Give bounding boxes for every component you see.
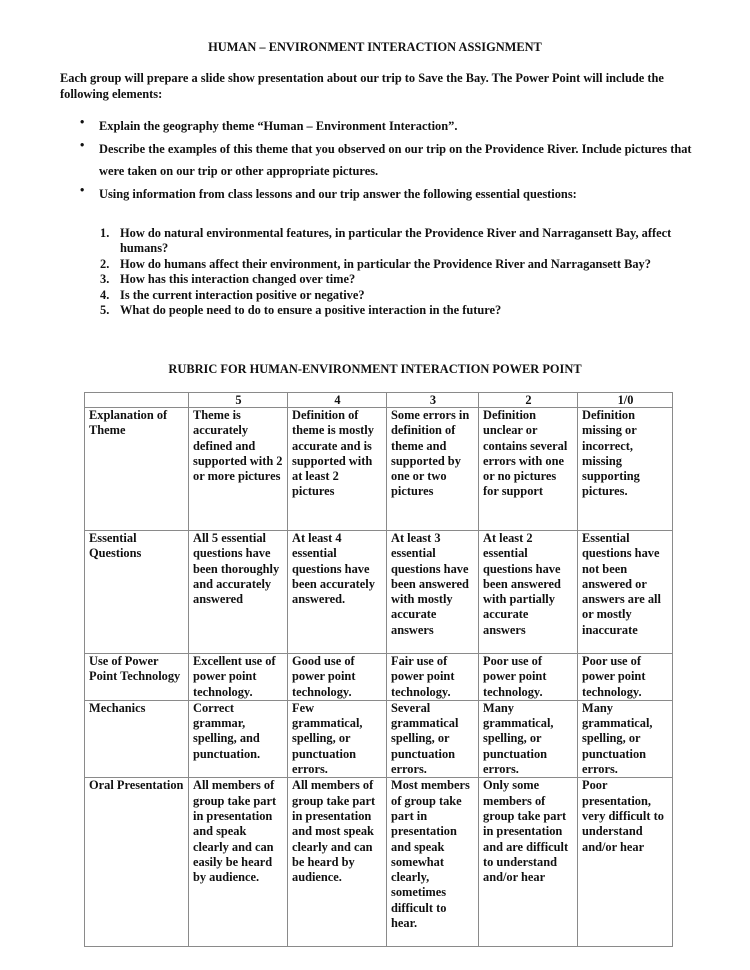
header-score-5: 5 — [189, 393, 288, 408]
rubric-title: RUBRIC FOR HUMAN-ENVIRONMENT INTERACTION POWER POINT — [168, 362, 582, 376]
question-number: 5. — [100, 303, 110, 318]
rubric-cell: Good use of power point technology. — [288, 654, 387, 701]
rubric-cell: At least 2 essential questions have been answered with partially accurate answers — [479, 531, 578, 654]
bullet-icon: • — [80, 115, 85, 129]
rubric-cell: All 5 essential questions have been thoroughly and accurately answered — [189, 531, 288, 654]
question-item — [100, 288, 720, 303]
question-text: How has this interaction changed over time? — [120, 272, 356, 287]
rubric-cell: All members of group take part in presentation and speak clearly and can easily be heard by audience. — [189, 778, 288, 947]
rubric-cell: Some errors in definition of theme and supported by one or two pictures — [387, 408, 479, 531]
question-text: Is the current interaction positive or negative? — [120, 287, 365, 302]
bullet-icon: • — [80, 183, 85, 197]
question-number: 3. — [100, 272, 110, 287]
rubric-cell: Few grammatical, spelling, or punctuation errors. — [288, 700, 387, 777]
rubric-cell: Fair use of power point technology. — [387, 654, 479, 701]
question-item — [100, 257, 720, 272]
question-number: 4. — [100, 287, 110, 302]
rubric-cell: Poor use of power point technology. — [479, 654, 578, 701]
rubric-cell: All members of group take part in presentation and most speak clearly and can be heard by audience. — [288, 778, 387, 947]
rubric-cell: Poor use of power point technology. — [578, 654, 673, 701]
rubric-cell: Many grammatical, spelling, or punctuation errors. — [479, 700, 578, 777]
criterion-label: Essential Questions — [85, 531, 189, 654]
rubric-row-power-point-technology — [85, 654, 673, 701]
rubric-cell: Definition unclear or contains several errors with one or no pictures for support — [479, 408, 578, 531]
header-score-2: 2 — [479, 393, 578, 408]
rubric-cell: Definition of theme is mostly accurate and is supported with at least 2 pictures — [288, 408, 387, 531]
question-item — [100, 303, 720, 318]
rubric-table — [84, 392, 673, 947]
bullet-text: Explain the geography theme “Human – Environment Interaction”. — [99, 119, 458, 133]
rubric-cell: Only some members of group take part in presentation and are difficult to understand and/or hear — [479, 778, 578, 947]
rubric-cell: Correct grammar, spelling, and punctuation. — [189, 700, 288, 777]
rubric-cell: Poor presentation, very difficult to understand and/or hear — [578, 778, 673, 947]
criterion-label: Mechanics — [85, 700, 189, 777]
question-text: How do natural environmental features, in particular the Providence River and Narragansett Bay, affect humans? — [120, 226, 672, 256]
rubric-cell: Several grammatical spelling, or punctuation errors. — [387, 700, 479, 777]
header-criterion — [85, 393, 189, 408]
question-item — [100, 272, 720, 287]
rubric-row-explanation-of-theme — [85, 408, 673, 531]
bullet-text: Using information from class lessons and our trip answer the following essential questions: — [99, 187, 577, 201]
document-title: HUMAN – ENVIRONMENT INTERACTION ASSIGNMENT — [208, 40, 542, 54]
criterion-label: Oral Presentation — [85, 778, 189, 947]
rubric-cell: At least 4 essential questions have been accurately answered. — [288, 531, 387, 654]
intro-paragraph: Each group will prepare a slide show presentation about our trip to Save the Bay. The Power Point will include the following elements: — [60, 71, 664, 101]
rubric-header-row — [85, 393, 673, 408]
question-item — [100, 226, 720, 257]
rubric-cell: Theme is accurately defined and supported with 2 or more pictures — [189, 408, 288, 531]
rubric-cell: At least 3 essential questions have been answered with mostly accurate answers — [387, 531, 479, 654]
rubric-cell: Excellent use of power point technology. — [189, 654, 288, 701]
question-number: 1. — [100, 226, 110, 240]
header-score-1-0: 1/0 — [578, 393, 673, 408]
essential-questions-list — [100, 226, 720, 318]
rubric-cell: Most members of group take part in presentation and speak somewhat clearly, sometimes difficult to hear. — [387, 778, 479, 947]
rubric-cell: Many grammatical, spelling, or punctuation errors. — [578, 700, 673, 777]
header-score-4: 4 — [288, 393, 387, 408]
rubric-row-mechanics — [85, 700, 673, 777]
rubric-row-oral-presentation — [85, 778, 673, 947]
question-text: How do humans affect their environment, in particular the Providence River and Narragansett Bay? — [120, 256, 651, 271]
question-text: What do people need to do to ensure a positive interaction in the future? — [120, 303, 502, 318]
header-score-3: 3 — [387, 393, 479, 408]
bullet-icon: • — [80, 138, 85, 152]
rubric-cell: Definition missing or incorrect, missing supporting pictures. — [578, 408, 673, 531]
rubric-row-essential-questions — [85, 531, 673, 654]
criterion-label: Use of Power Point Technology — [85, 654, 189, 701]
bullet-text: Describe the examples of this theme that you observed on our trip on the Providence River. Include pictures that were taken on our trip or other appropriate pictures. — [99, 142, 692, 178]
question-number: 2. — [100, 256, 110, 271]
criterion-label: Explanation of Theme — [85, 408, 189, 531]
rubric-cell: Essential questions have not been answered or answers are all or mostly inaccurate — [578, 531, 673, 654]
